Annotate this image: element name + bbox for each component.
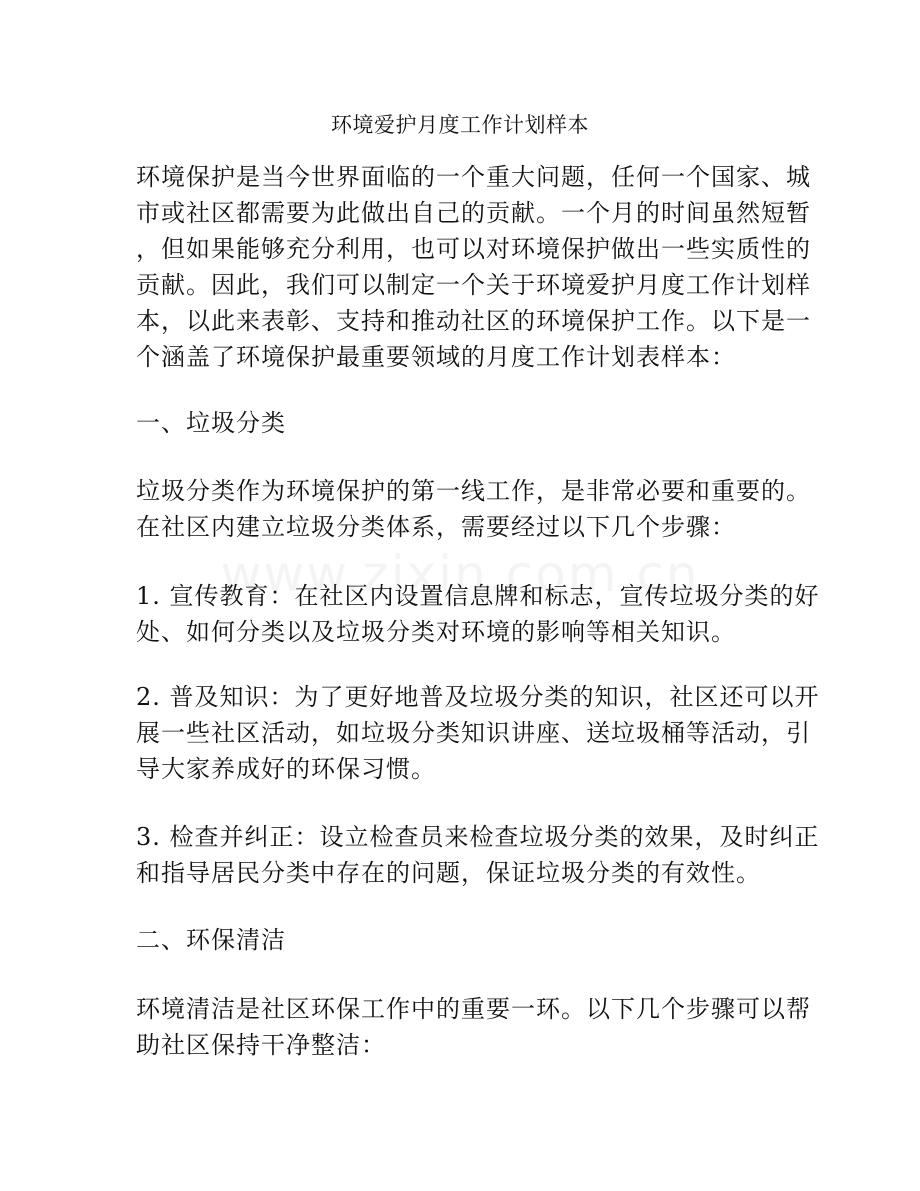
section-heading-text: 二、环保清洁 xyxy=(136,926,286,954)
intro-line: 个涵盖了环境保护最重要领域的月度工作计划表样本： xyxy=(136,343,736,371)
paragraph-line: 垃圾分类作为环境保护的第一线工作，是非常必要和重要的。 xyxy=(136,477,811,505)
paragraph-line: 2. 普及知识：为了更好地普及垃圾分类的知识，社区还可以开 xyxy=(136,683,820,711)
paragraph-line: 助社区保持干净整洁： xyxy=(136,1031,386,1059)
step-item-2 xyxy=(136,679,820,787)
intro-paragraph xyxy=(136,159,811,375)
paragraph-line: 1. 宣传教育：在社区内设置信息牌和标志，宣传垃圾分类的好 xyxy=(136,582,820,610)
intro-line: 本，以此来表彰、支持和推动社区的环境保护工作。以下是一 xyxy=(136,307,811,335)
intro-line: ，但如果能够充分利用，也可以对环境保护做出一些实质性的 xyxy=(136,235,811,263)
section2-heading xyxy=(136,922,788,958)
step-item-1 xyxy=(136,578,820,650)
section1-paragraph xyxy=(136,473,811,545)
section2-paragraph xyxy=(136,991,811,1063)
intro-line: 贡献。因此，我们可以制定一个关于环境爱护月度工作计划样 xyxy=(136,271,811,299)
document-title: 环境爱护月度工作计划样本 xyxy=(331,113,589,137)
section-heading-text: 一、垃圾分类 xyxy=(136,409,286,437)
paragraph-line: 环境清洁是社区环保工作中的重要一环。以下几个步骤可以帮 xyxy=(136,995,811,1023)
step-item-3 xyxy=(136,819,820,891)
paragraph-line: 导大家养成好的环保习惯。 xyxy=(136,755,436,783)
paragraph-line: 展一些社区活动，如垃圾分类知识讲座、送垃圾桶等活动，引 xyxy=(136,719,811,747)
intro-line: 环境保护是当今世界面临的一个重大问题，任何一个国家、城 xyxy=(136,163,811,191)
paragraph-line: 3. 检查并纠正：设立检查员来检查垃圾分类的效果，及时纠正 xyxy=(136,823,820,851)
paragraph-line: 处、如何分类以及垃圾分类对环境的影响等相关知识。 xyxy=(136,618,736,646)
section1-heading xyxy=(136,405,788,441)
paragraph-line: 在社区内建立垃圾分类体系，需要经过以下几个步骤： xyxy=(136,513,736,541)
intro-line: 市或社区都需要为此做出自己的贡献。一个月的时间虽然短暂 xyxy=(136,199,811,227)
paragraph-line: 和指导居民分类中存在的问题，保证垃圾分类的有效性。 xyxy=(136,859,761,887)
